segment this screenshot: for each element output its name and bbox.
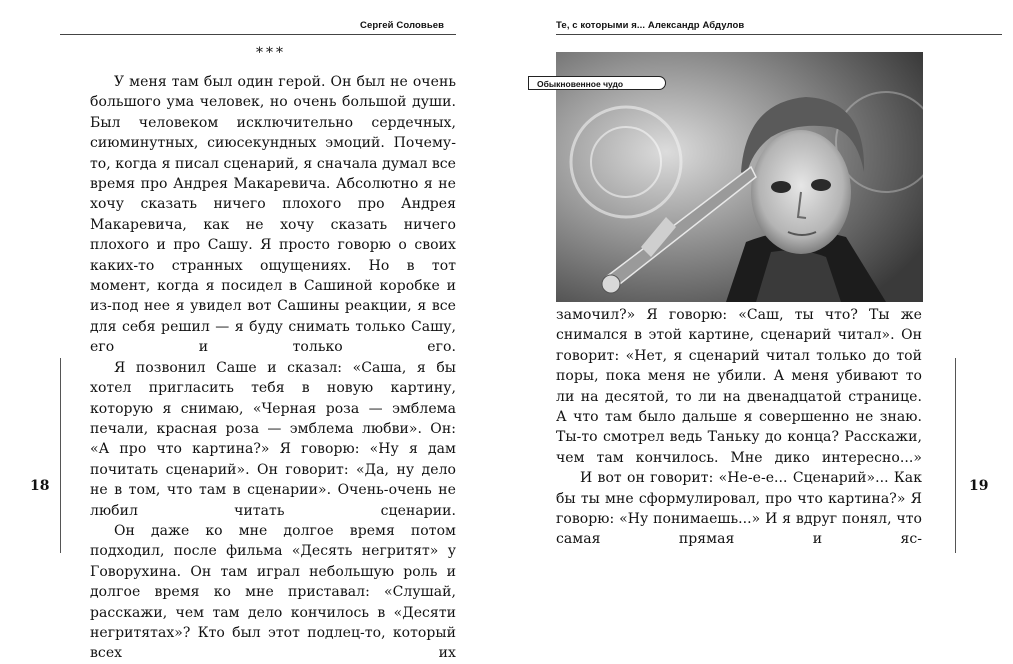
page-header-left: Сергей Соловьев [360, 20, 445, 31]
paragraph: Я позвонил Саше и сказал: «Саша, я бы хотел пригласить тебя в новую картину, которую я снимаю, «Черная роза — эмблема печали, красная роза — эмблема любви». Он: «А про что картина?» Я говорю: «Ну я дам почитать сценарий». Он говорит: «Да, ну дело не в том, что там в сценарии». Очень-очень не любил читать сценарии. [90, 359, 456, 519]
page-number-left: 18 [30, 478, 50, 494]
paragraph: замочил?» Я говорю: «Саш, ты что? Ты же снимался в этой картине, сценарий читал». Он говорит: «Нет, я сценарий читал только до той поры, пока меня не убили. А меня убивают то ли на десятой, то ли на двенадцатой странице. А что там было дальше я совершенно не знаю. Ты-то смотрел ведь Таньку до конца? Расскажи, чем там кончилось. Мне дико интересно...» [556, 307, 922, 466]
header-rule-right [556, 34, 1002, 35]
paragraph: У меня там был один герой. Он был не очень большого ума человек, но очень большой души. Был человеком исключительно сердечных, сиюминутных, сиюсекундных эмоций. Почему-то, когда я писал сценарий, я сначала думал все время про Андрея Макаревича. Абсолютно я не хочу сказать ничего плохого про Андрея Макаревича, как не хочу сказать ничего плохого и про Сашу. Я просто говорю о своих каких-то странных ощущениях. Но в тот момент, когда я посидел в Сашиной коробке и из-под нее я увидел вот Сашины реакции, я все для себя решил — я буду снимать только Сашу, его и только его. [90, 74, 456, 356]
paragraph: Он даже ко мне долгое время потом подходил, после фильма «Десять негритят» у Говорухина. Он там играл небольшую роль и долгое время ко мне приставал: «Слушай, расскажи, чем там дело кончилось в «Десяти негритятах»? Кто был этот подлец-то, который всех их [90, 522, 456, 662]
page-header-right: Те, с которыми я... Александр Абдулов [556, 20, 745, 31]
left-text-column [90, 72, 456, 664]
margin-line-right [955, 358, 956, 553]
paragraph: И вот он говорит: «Не-е-е... Сценарий»... Как бы ты мне сформулировал, про что картина?» Я говорю: «Ну понимаешь...» И я вдруг понял, что самая прямая и яс- [556, 470, 922, 548]
section-divider: *** [256, 45, 286, 61]
page-number-right: 19 [969, 478, 989, 494]
photo-caption: Обыкновенное чудо [528, 76, 666, 90]
header-rule-left [60, 34, 456, 35]
margin-line-left [60, 358, 61, 553]
right-text-column [556, 305, 922, 550]
